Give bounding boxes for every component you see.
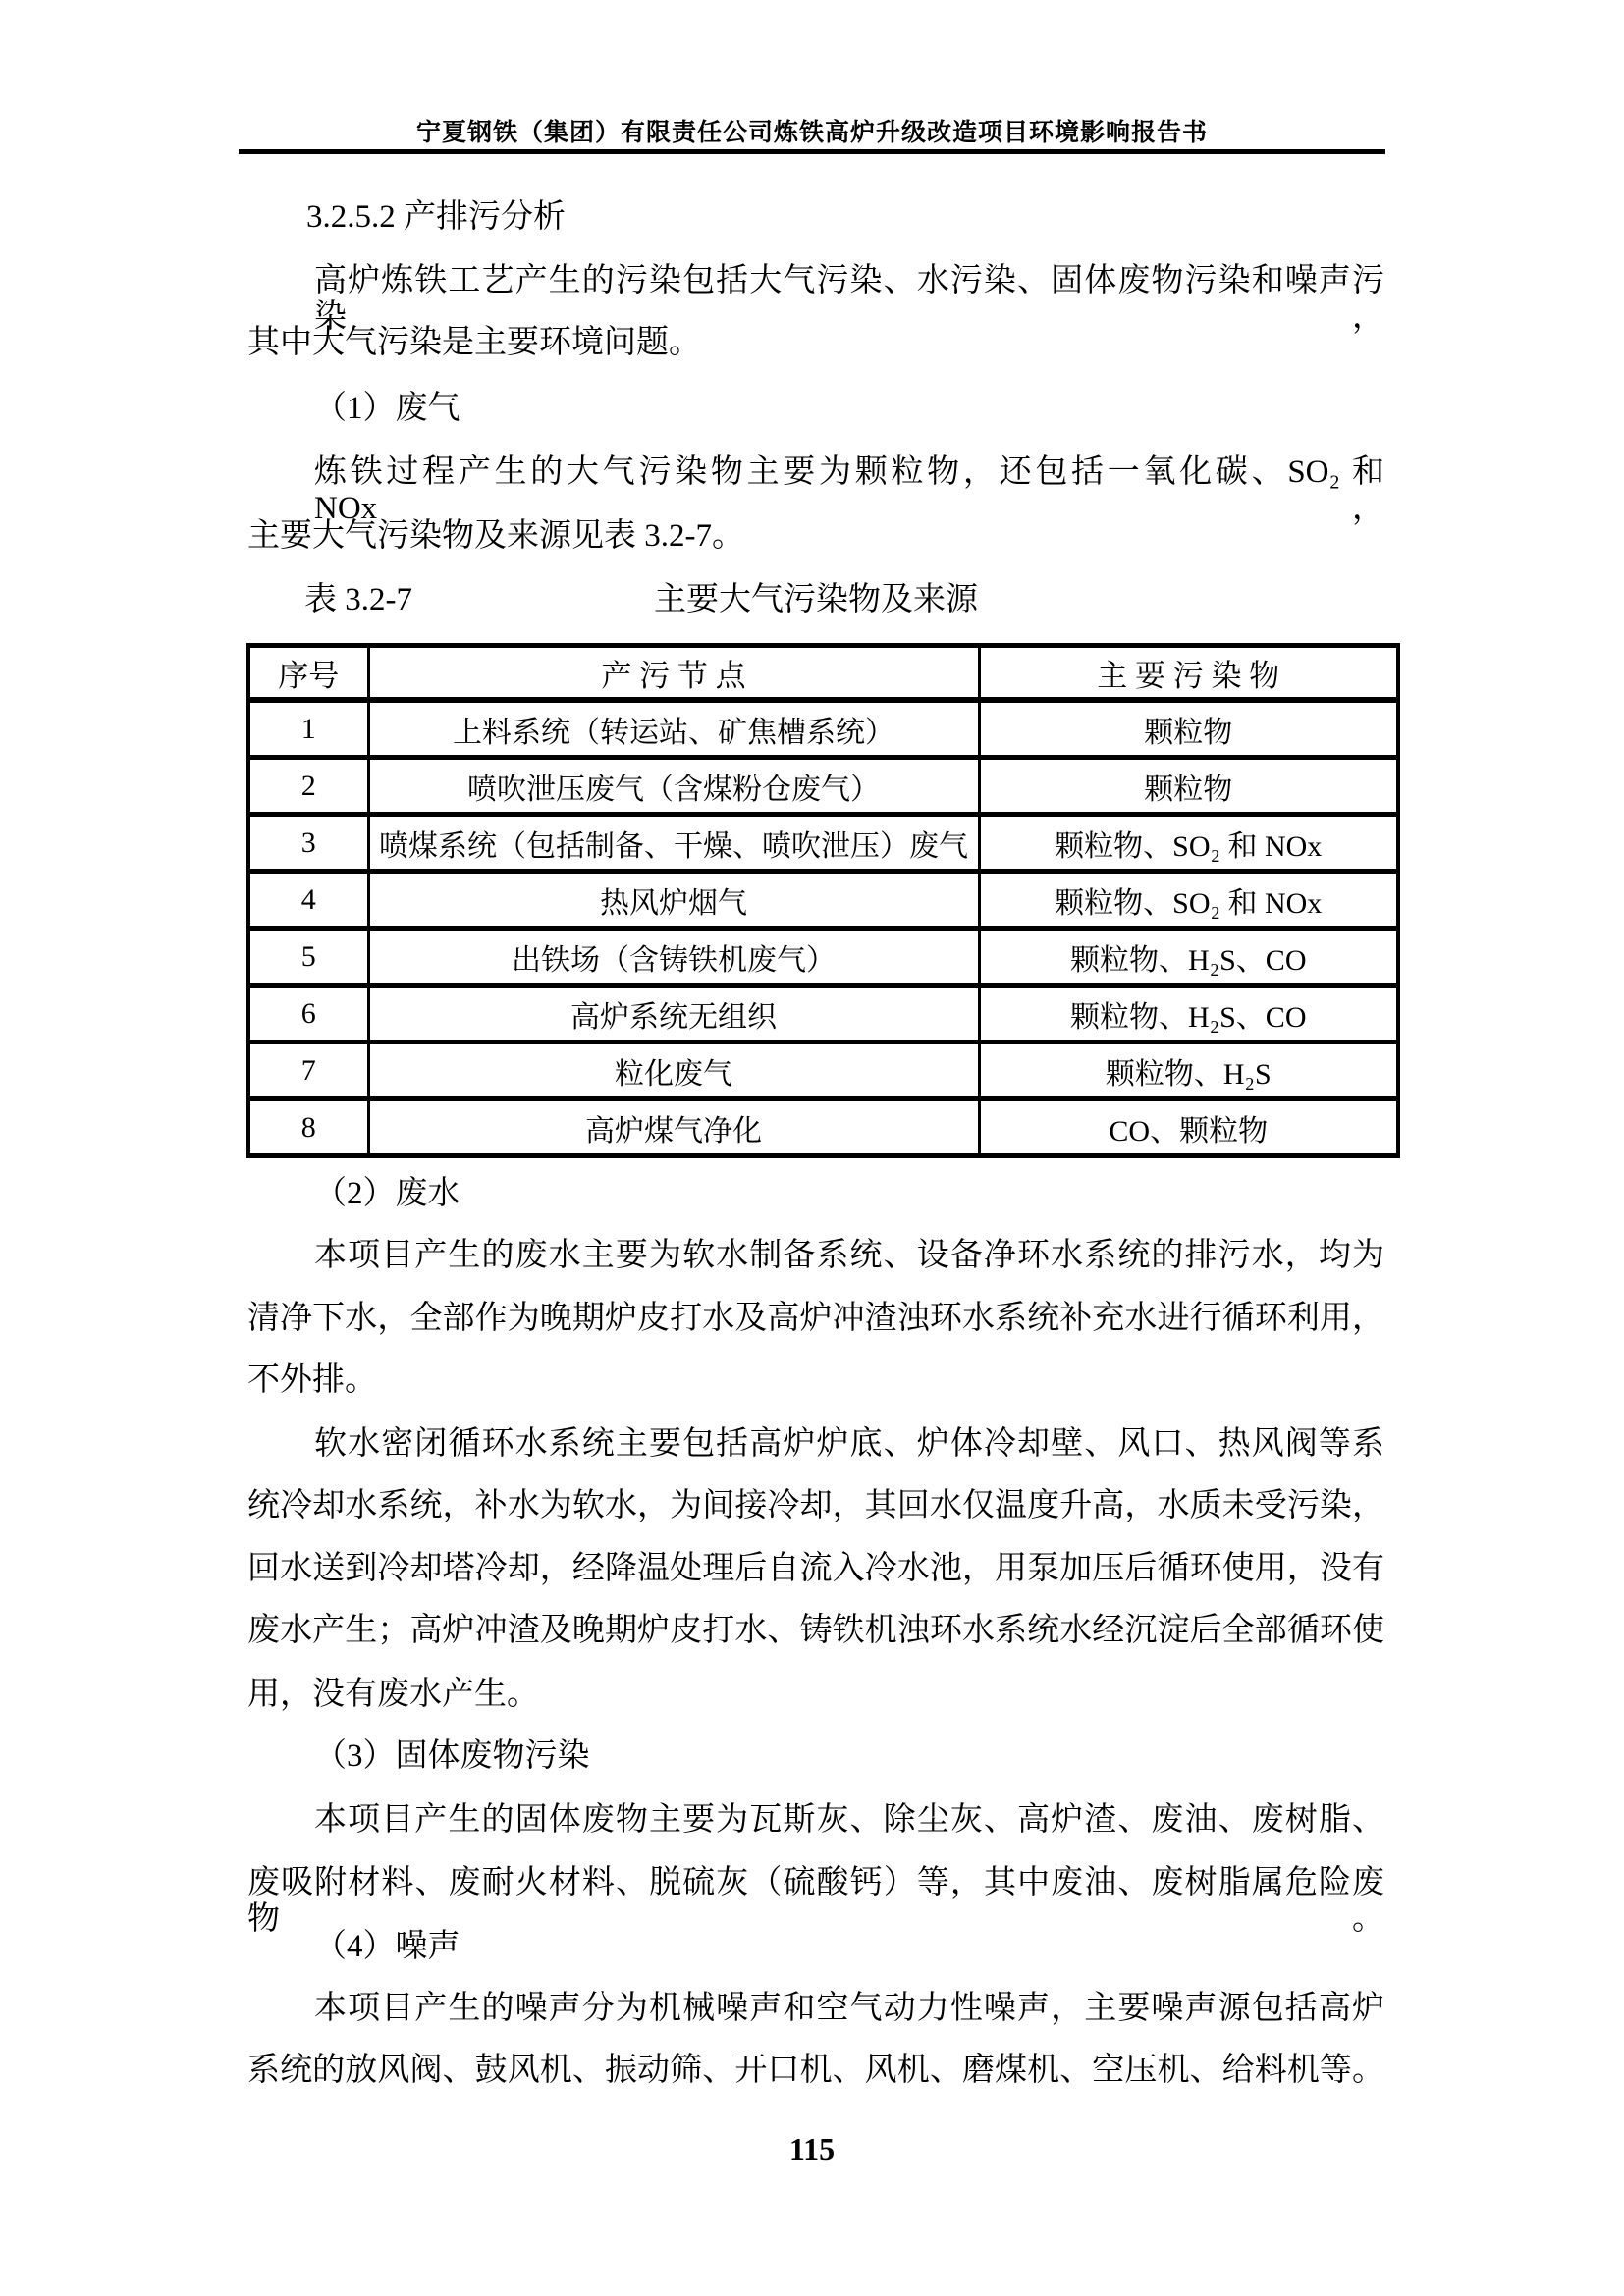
table-cell: 热风炉烟气 bbox=[368, 872, 979, 929]
body-line: 废水产生；高炉冲渣及晚期炉皮打水、铸铁机浊环水系统水经沉淀后全部循环使 bbox=[247, 1613, 1384, 1648]
table-row bbox=[248, 1042, 1398, 1099]
table-row bbox=[248, 929, 1398, 986]
table-cell: 5 bbox=[248, 929, 368, 986]
table-row bbox=[248, 872, 1398, 929]
table-row bbox=[248, 986, 1398, 1042]
pollutants-table bbox=[246, 643, 1400, 1158]
table-header-row bbox=[248, 646, 1398, 701]
table-row bbox=[248, 758, 1398, 815]
table-cell: 高炉系统无组织 bbox=[368, 986, 979, 1042]
table-cell: 7 bbox=[248, 1042, 368, 1099]
table-cell: 颗粒物、SO₂ 和 NOx bbox=[979, 872, 1398, 929]
table-cell: 粒化废气 bbox=[368, 1042, 979, 1099]
table-cell: 高炉煤气净化 bbox=[368, 1099, 979, 1156]
body-line: 高炉炼铁工艺产生的污染包括大气污染、水污染、固体废物污染和噪声污染， bbox=[314, 263, 1384, 335]
body-line: 统冷却水系统，补水为软水，为间接冷却，其回水仅温度升高，水质未受污染， bbox=[247, 1488, 1384, 1523]
body-line: 本项目产生的噪声分为机械噪声和空气动力性噪声，主要噪声源包括高炉 bbox=[314, 1991, 1384, 2026]
noise-heading: （4）噪声 bbox=[314, 1929, 460, 1964]
body-line: 其中大气污染是主要环境问题。 bbox=[247, 325, 701, 360]
table-cell: 6 bbox=[248, 986, 368, 1042]
table-header-cell: 序号 bbox=[248, 646, 368, 701]
table-row bbox=[248, 815, 1398, 872]
body-line: 软水密闭循环水系统主要包括高炉炉底、炉体冷却壁、风口、热风阀等系 bbox=[314, 1426, 1384, 1462]
table-row bbox=[248, 700, 1398, 758]
waste-water-heading: （2）废水 bbox=[314, 1176, 460, 1211]
page-header-title: 宁夏钢铁（集团）有限责任公司炼铁高炉升级改造项目环境影响报告书 bbox=[415, 120, 1208, 146]
table-cell: 颗粒物、SO₂ 和 NOx bbox=[979, 815, 1398, 872]
table-cell: 上料系统（转运站、矿焦槽系统） bbox=[368, 700, 979, 758]
body-line: 本项目产生的废水主要为软水制备系统、设备净环水系统的排污水，均为 bbox=[314, 1238, 1384, 1273]
table-cell: 出铁场（含铸铁机废气） bbox=[368, 929, 979, 986]
table-cell: 颗粒物 bbox=[979, 758, 1398, 815]
body-line: 炼铁过程产生的大气污染物主要为颗粒物，还包括一氧化碳、SO₂ 和 NOx， bbox=[314, 454, 1384, 526]
table-cell: 1 bbox=[248, 700, 368, 758]
waste-gas-heading: （1）废气 bbox=[314, 391, 460, 426]
table-cell: 颗粒物、H₂S bbox=[979, 1042, 1398, 1099]
table-header-cell: 产 污 节 点 bbox=[368, 646, 979, 701]
table-cell: 喷吹泄压废气（含煤粉仓废气） bbox=[368, 758, 979, 815]
table-cell: 3 bbox=[248, 815, 368, 872]
section-heading: 3.2.5.2 产排污分析 bbox=[306, 199, 566, 235]
table-cell: 喷煤系统（包括制备、干燥、喷吹泄压）废气 bbox=[368, 815, 979, 872]
table-cell: 颗粒物、H₂S、CO bbox=[979, 986, 1398, 1042]
page-number: 115 bbox=[788, 2131, 836, 2166]
table-header-cell: 主 要 污 染 物 bbox=[979, 646, 1398, 701]
body-line: 废吸附材料、废耐火材料、脱硫灰（硫酸钙）等，其中废油、废树脂属危险废物。 bbox=[247, 1865, 1384, 1937]
table-cell: 4 bbox=[248, 872, 368, 929]
solid-waste-heading: （3）固体废物污染 bbox=[314, 1738, 590, 1774]
table-cell: 2 bbox=[248, 758, 368, 815]
body-line: 回水送到冷却塔冷却，经降温处理后自流入冷水池，用泵加压后循环使用，没有 bbox=[247, 1551, 1384, 1586]
body-line: 本项目产生的固体废物主要为瓦斯灰、除尘灰、高炉渣、废油、废树脂、 bbox=[314, 1802, 1384, 1838]
table-cell: 颗粒物 bbox=[979, 700, 1398, 758]
body-line: 系统的放风阀、鼓风机、振动筛、开口机、风机、磨煤机、空压机、给料机等。 bbox=[247, 2053, 1384, 2088]
body-line: 清净下水，全部作为晚期炉皮打水及高炉冲渣浊环水系统补充水进行循环利用， bbox=[247, 1301, 1384, 1336]
table-caption: 主要大气污染物及来源 bbox=[654, 582, 978, 617]
table-cell: CO、颗粒物 bbox=[979, 1099, 1398, 1156]
body-line: 主要大气污染物及来源见表 3.2-7。 bbox=[247, 518, 744, 554]
table-cell: 8 bbox=[248, 1099, 368, 1156]
header-rule bbox=[239, 149, 1385, 154]
table-row bbox=[248, 1099, 1398, 1156]
table-label: 表 3.2-7 bbox=[304, 582, 412, 617]
body-line: 不外排。 bbox=[247, 1362, 377, 1398]
table-cell: 颗粒物、H₂S、CO bbox=[979, 929, 1398, 986]
body-line: 用，没有废水产生。 bbox=[247, 1677, 539, 1712]
